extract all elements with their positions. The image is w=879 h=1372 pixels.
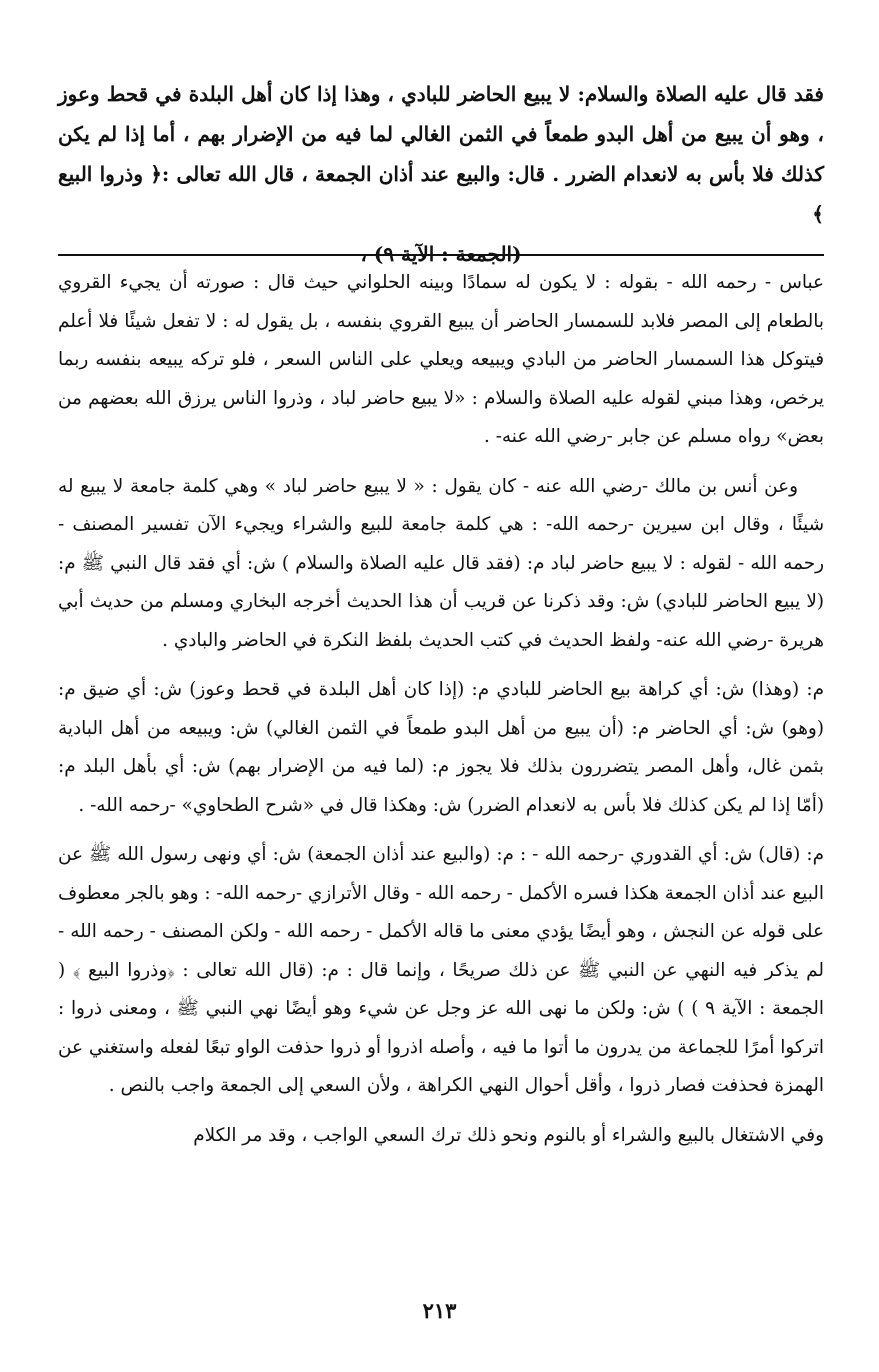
separator-rule [58,254,824,256]
main-text-paragraph: فقد قال عليه الصلاة والسلام: لا يبيع الحاضر للبادي ، وهذا إذا كان أهل البلدة في قحط وعوز ، وهو أن يبيع من أهل البدو طمعاً في الثمن الغالي لما فيه من الإضرار بهم ، أما إذا لم يكن كذلك فلا بأس به لانعدام الضرر . قال: والبيع عند أذان الجمعة ، قال الله تعالى :﴿ وذروا البيع ﴾ [58,82,824,226]
commentary-paragraph: وفي الاشتغال بالبيع والشراء أو بالنوم ونحو ذلك ترك السعي الواجب ، وقد مر الكلام [193,1124,824,1146]
main-text-verse-reference: (الجمعة : الآية ٩) ، [360,242,522,266]
page-number: ٢١٣ [422,1298,457,1323]
commentary-paragraph: عباس - رحمه الله - بقوله : لا يكون له سمادًا وبينه الحلواني حيث قال : صورته أن يجيء القروي بالطعام إلى المصر فلابد للسمسار الحاضر أن يبيع القروي بنفسه ، بل يقول له : لا تفعل شيئًا فلا أعلم فيتوكل هذا السمسار الحاضر من البادي ويبيعه ويعلي على الناس السعر ، فلو تركه يبيعه بنفسه ربما يرخص، وهذا مبني لقوله عليه الصلاة والسلام : «لا يبيع حاضر لباد ، وذروا الناس يرزق الله بعضهم من بعض» رواه مسلم عن جابر -رضي الله عنه- . [58,272,824,447]
commentary-block [58,264,824,1166]
main-text-block [58,74,824,274]
commentary-paragraph: م: (وهذا) ش: أي كراهة بيع الحاضر للبادي م: (إذا كان أهل البلدة في قحط وعوز) ش: أي ضيق م: (وهو) ش: أي الحاضر م: (أن يبيع من أهل البدو طمعاً في الثمن الغالي) ش: ويبيعه من أهل البادية بثمن غال، وأهل المصر يتضررون بذلك فلا يجوز م: (لما فيه من الإضرار بهم) ش: أي بأهل البلد م: (أمّا إذا لم يكن كذلك فلا بأس به لانعدام الضرر) ش: وهكذا قال في «شرح الطحاوي» -رحمه الله- . [58,679,824,816]
commentary-paragraph: م: (قال) ش: أي القدوري -رحمه الله - : م: (والبيع عند أذان الجمعة) ش: أي ونهى رسول الله ﷺ عن البيع عند أذان الجمعة هكذا فسره الأكمل - رحمه الله - وقال الأترازي -رحمه الله- : وهو بالجر معطوف على قوله عن النجش ، وهو أيضًا يؤدي معنى ما قاله الأكمل - رحمه الله - ولكن المصنف - رحمه الله - لم يذكر فيه النهي عن النبي ﷺ عن ذلك صريحًا ، وإنما قال : م: (قال الله تعالى : ﴿وذروا البيع ﴾ ( الجمعة : الآية ٩ ) ) ش: ولكن ما نهى الله عز وجل عن شيء وهو أيضًا نهي النبي ﷺ ، ومعنى ذروا : اتركوا أمرًا للجماعة من يدرون ما أتوا ما فيه ، وأصله اذروا أو ذروا حذفت الواو تبعًا لفعله واستغني عن الهمزة فحذفت فصار ذروا ، وأقل أحوال النهي الكراهة ، ولأن السعي إلى الجمعة واجب بالنص . [58,844,824,1096]
commentary-paragraph: وعن أنس بن مالك -رضي الله عنه - كان يقول : « لا يبيع حاضر لباد » وهي كلمة جامعة لا يبيع له شيئًا ، وقال ابن سيرين -رحمه الله- : هي كلمة جامعة للبيع والشراء ويجيء الآن تفسير المصنف - رحمه الله - لقوله : لا يبيع حاضر لباد م: (فقد قال عليه الصلاة والسلام ) ش: أي فقد قال النبي ﷺ م: (لا يبيع الحاضر للبادي) ش: وقد ذكرنا عن قريب أن هذا الحديث أخرجه البخاري ومسلم من حديث أبي هريرة -رضي الله عنه- ولفظ الحديث في كتب الحديث بلفظ النكرة في الحاضر والبادي . [58,475,824,651]
